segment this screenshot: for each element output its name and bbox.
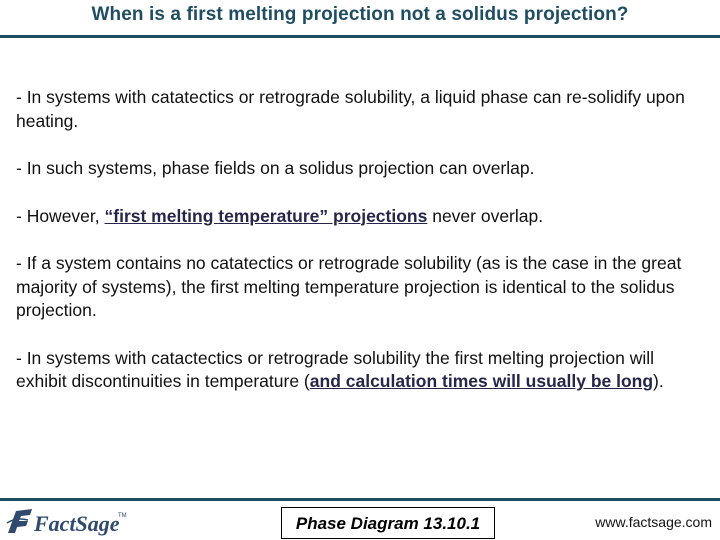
slide-reference: Phase Diagram 13.10.1 <box>281 507 495 539</box>
bullet-1: - In systems with catatectics or retrograde solubility, a liquid phase can re-solidify upon heating. <box>16 87 685 131</box>
slide-body <box>16 86 706 418</box>
bullet-5-pre: - In systems with catactectics or retrograde solubility the first melting projection will exhibit discontinuities in temperature ( <box>16 347 655 391</box>
logo-trademark: TM <box>118 513 127 519</box>
factsage-f-logo-icon <box>7 509 32 533</box>
footer-divider <box>0 498 720 501</box>
bullet-3 <box>16 205 706 229</box>
bullet-5-emphasis: and calculation times will usually be long <box>309 371 654 391</box>
bullet-5 <box>16 347 706 394</box>
bullet-3-pre: - However, <box>16 205 105 226</box>
bullet-4: - If a system contains no catatectics or retrograde solubility (as is the case in the great majority of systems), the first melting temperature projection is identical to the solidus projection. <box>16 253 682 320</box>
bullet-3-post: never overlap. <box>427 205 544 226</box>
page-title: When is a first melting projection not a solidus projection? <box>91 4 629 25</box>
footer-url[interactable]: www.factsage.com <box>595 514 712 530</box>
factsage-logo <box>4 503 134 537</box>
bullet-5-post: ). <box>653 371 664 391</box>
title-divider <box>0 35 720 38</box>
bullet-3-emphasis: “first melting temperature” projections <box>104 205 428 226</box>
logo-wordmark: FactSage <box>34 511 120 536</box>
bullet-2: - In such systems, phase fields on a solidus projection can overlap. <box>16 158 535 178</box>
